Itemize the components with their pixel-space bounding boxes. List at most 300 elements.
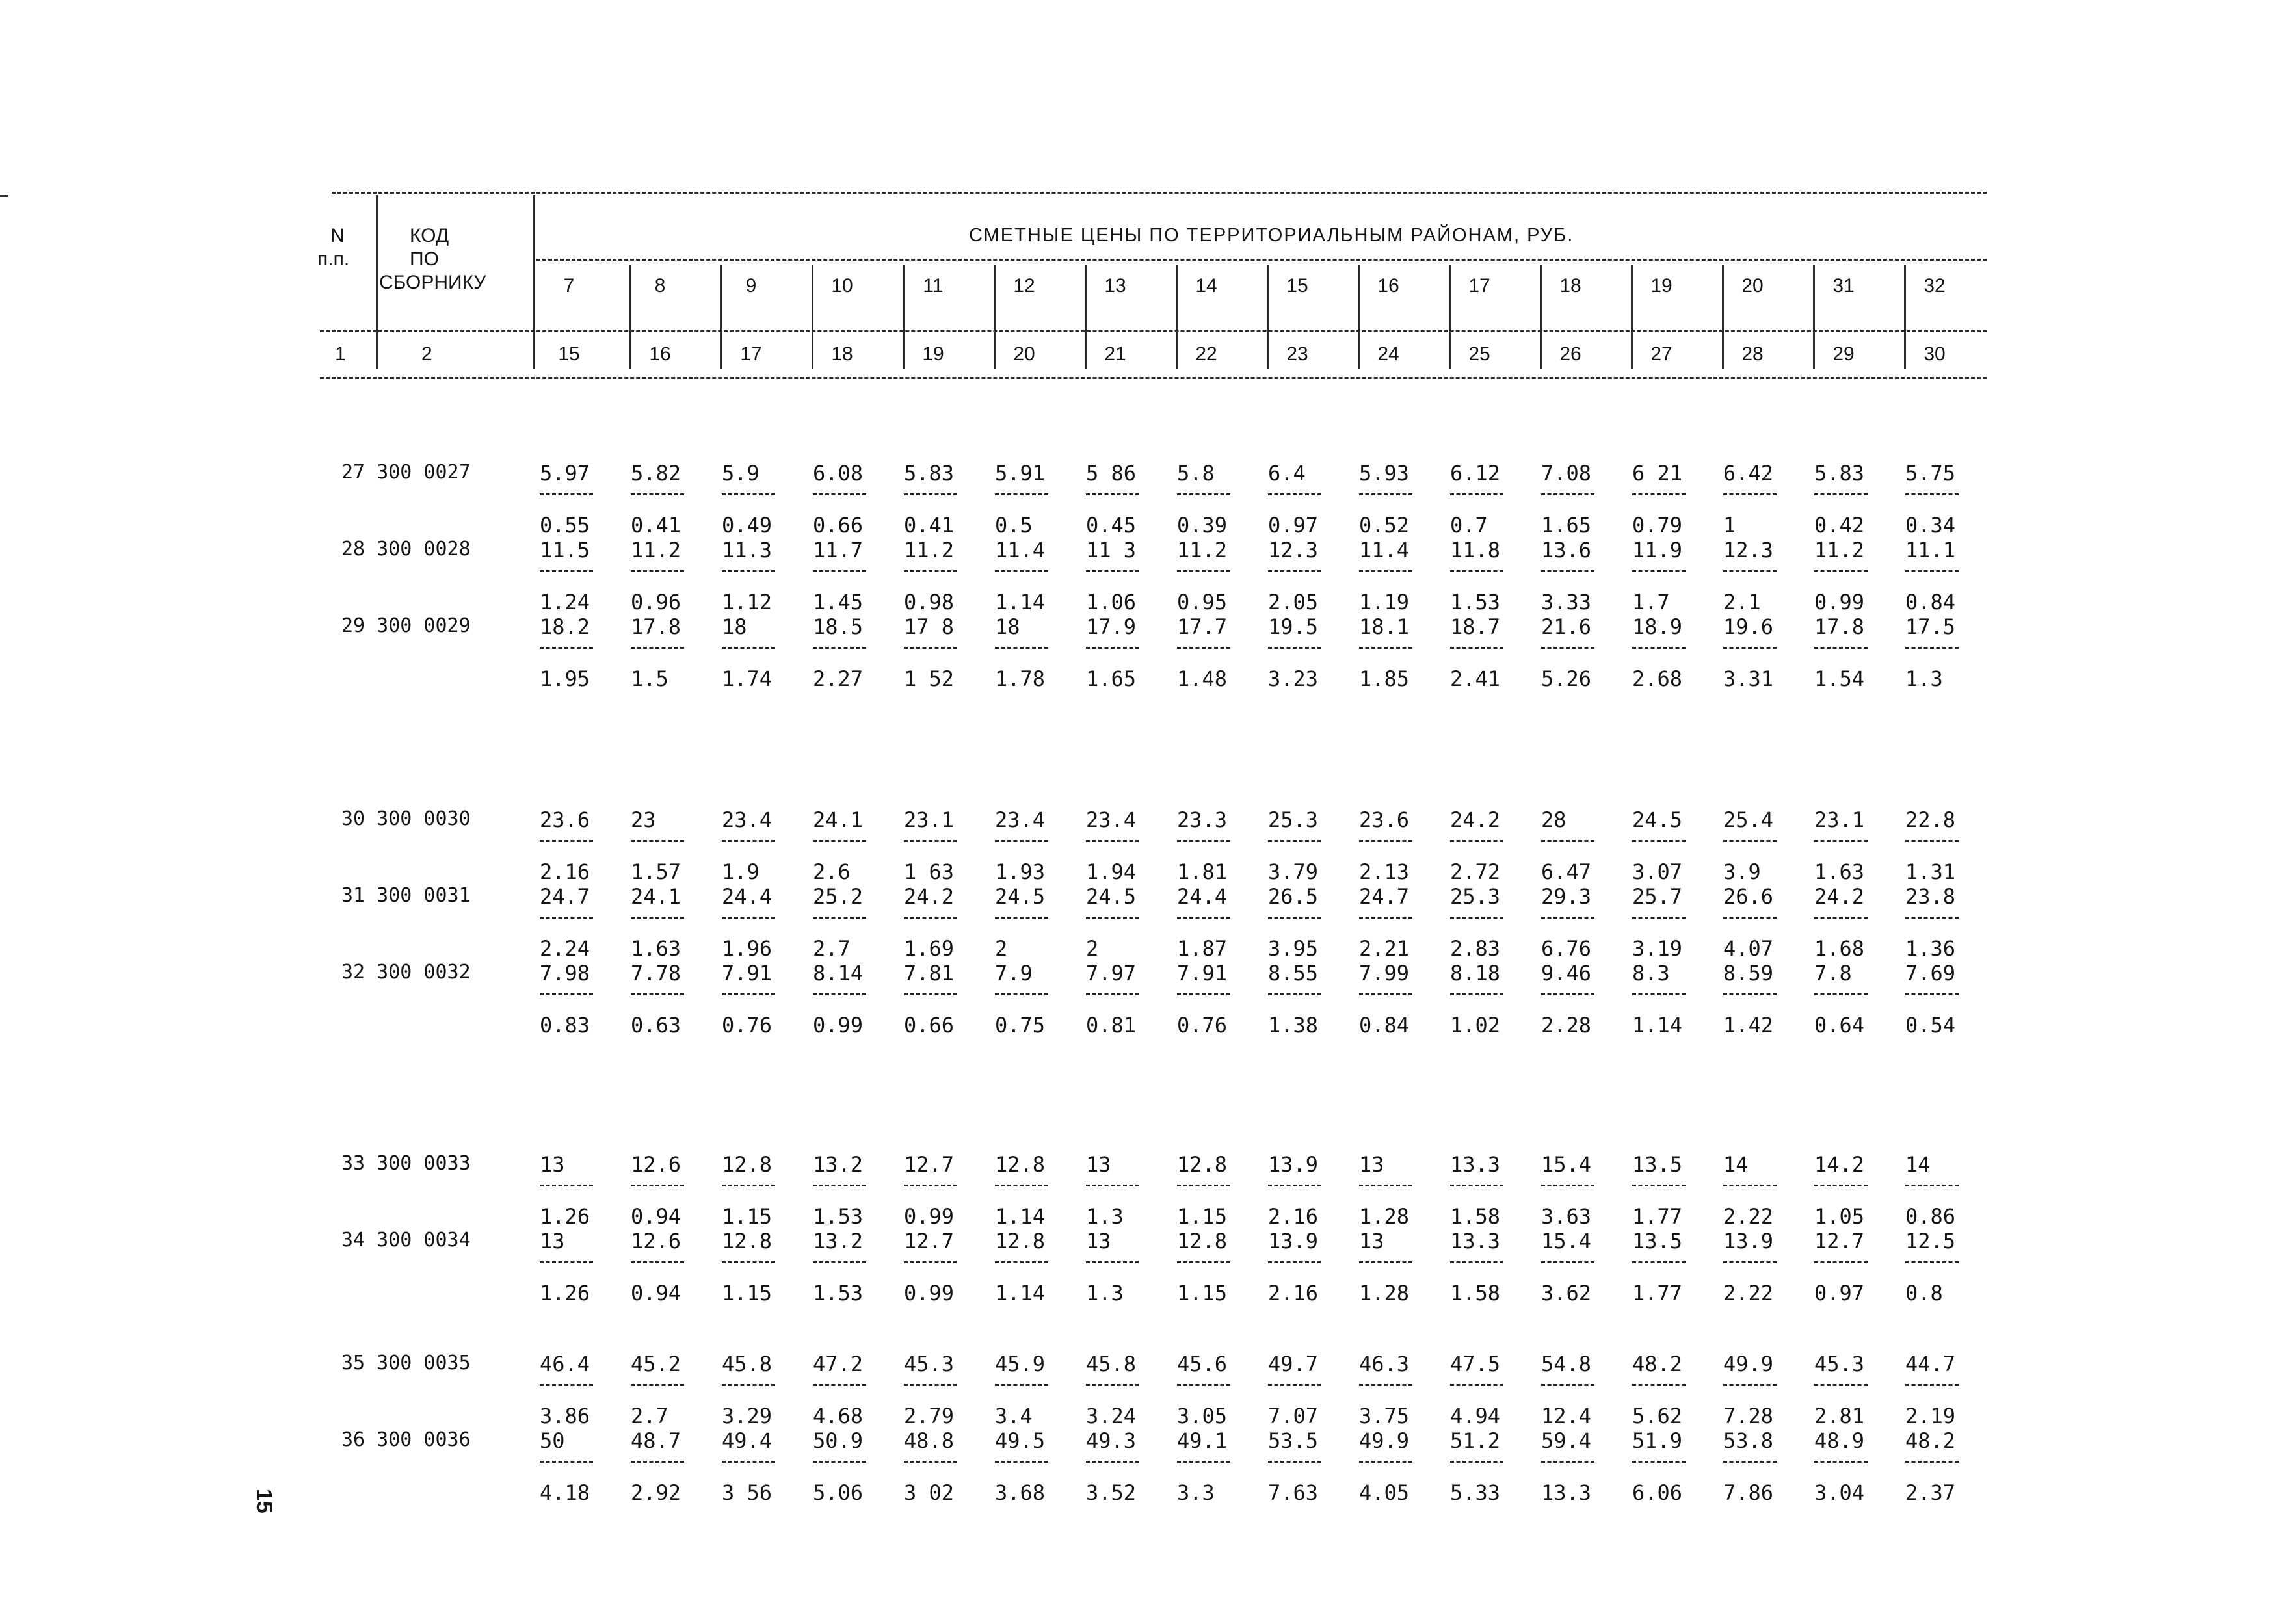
price-denominator: 0.52 bbox=[1359, 513, 1410, 538]
fraction-line bbox=[904, 993, 957, 995]
price-numerator: 51.9 bbox=[1632, 1428, 1683, 1453]
fraction-line bbox=[1814, 1384, 1868, 1386]
fraction-line bbox=[1723, 493, 1777, 495]
price-numerator: 12.8 bbox=[1177, 1229, 1228, 1253]
fraction-line bbox=[1905, 917, 1959, 919]
fraction-line bbox=[1723, 993, 1777, 995]
price-denominator: 3.63 bbox=[1541, 1204, 1592, 1229]
price-numerator: 7.8 bbox=[1814, 961, 1852, 986]
price-numerator: 6 21 bbox=[1632, 461, 1683, 486]
price-denominator: 4.07 bbox=[1723, 936, 1774, 961]
price-denominator: 1.53 bbox=[813, 1281, 864, 1305]
price-denominator: 3.04 bbox=[1814, 1480, 1865, 1505]
price-numerator: 12.7 bbox=[1814, 1229, 1865, 1253]
price-numerator: 7.9 bbox=[995, 961, 1033, 986]
header-col-separator bbox=[1449, 265, 1451, 369]
header-region-14: 14 bbox=[1195, 275, 1217, 296]
fraction-line bbox=[1541, 840, 1594, 842]
price-denominator: 3.9 bbox=[1723, 859, 1761, 884]
fraction-line bbox=[904, 1185, 957, 1186]
price-numerator: 15.4 bbox=[1541, 1152, 1592, 1177]
header-region-32: 32 bbox=[1923, 275, 1946, 296]
row-code-label: 34 300 0034 bbox=[341, 1229, 471, 1251]
fraction-line bbox=[631, 1461, 684, 1463]
price-denominator: 1.77 bbox=[1632, 1281, 1683, 1305]
row-code-label: 29 300 0029 bbox=[341, 614, 471, 637]
price-denominator: 0.42 bbox=[1814, 513, 1865, 538]
price-denominator: 1.57 bbox=[631, 859, 681, 884]
price-numerator: 46.3 bbox=[1359, 1352, 1410, 1376]
price-denominator: 0.86 bbox=[1905, 1204, 1956, 1229]
price-denominator: 2.7 bbox=[631, 1404, 668, 1428]
price-numerator: 7.69 bbox=[1905, 961, 1956, 986]
fraction-line bbox=[1814, 840, 1868, 842]
price-denominator: 1.65 bbox=[1541, 513, 1592, 538]
fraction-line bbox=[1450, 1384, 1503, 1386]
price-numerator: 24.4 bbox=[722, 884, 773, 909]
price-numerator: 11.2 bbox=[631, 538, 681, 562]
price-denominator: 1.63 bbox=[631, 936, 681, 961]
header-colnum: 22 bbox=[1195, 343, 1217, 365]
header-col-kod: КОД bbox=[410, 225, 449, 246]
price-denominator: 1.7 bbox=[1632, 590, 1670, 614]
price-denominator: 4.94 bbox=[1450, 1404, 1501, 1428]
fraction-line bbox=[995, 1185, 1048, 1186]
header-colnum: 16 bbox=[649, 343, 671, 365]
price-numerator: 12.8 bbox=[995, 1152, 1046, 1177]
fraction-line bbox=[1177, 1384, 1230, 1386]
price-numerator: 18.7 bbox=[1450, 614, 1501, 639]
header-region-16: 16 bbox=[1377, 275, 1399, 296]
price-denominator: 1.58 bbox=[1450, 1204, 1501, 1229]
price-denominator: 2.24 bbox=[540, 936, 590, 961]
price-numerator: 13 bbox=[1359, 1152, 1384, 1177]
fraction-line bbox=[631, 570, 684, 572]
header-vsep-code bbox=[533, 195, 535, 369]
price-denominator: 1 52 bbox=[904, 666, 955, 691]
fraction-line bbox=[1359, 493, 1412, 495]
fraction-line bbox=[1632, 493, 1686, 495]
price-numerator: 5.93 bbox=[1359, 461, 1410, 486]
header-col-separator bbox=[994, 265, 996, 369]
fraction-line bbox=[1905, 1261, 1959, 1263]
fraction-line bbox=[1086, 1185, 1139, 1186]
price-numerator: 24.2 bbox=[904, 884, 955, 909]
fraction-line bbox=[1177, 1261, 1230, 1263]
header-region-12: 12 bbox=[1013, 275, 1035, 296]
price-denominator: 1.3 bbox=[1905, 666, 1943, 691]
header-col-po: ПО bbox=[410, 248, 439, 270]
fraction-line bbox=[1450, 493, 1503, 495]
fraction-line bbox=[1814, 570, 1868, 572]
price-denominator: 2 bbox=[995, 936, 1008, 961]
price-numerator: 12.5 bbox=[1905, 1229, 1956, 1253]
fraction-line bbox=[1177, 1185, 1230, 1186]
price-denominator: 1 63 bbox=[904, 859, 955, 884]
fraction-line bbox=[1086, 917, 1139, 919]
price-numerator: 48.9 bbox=[1814, 1428, 1865, 1453]
fraction-line bbox=[722, 917, 775, 919]
row-code-label: 31 300 0031 bbox=[341, 884, 471, 907]
fraction-line bbox=[1177, 917, 1230, 919]
fraction-line bbox=[1541, 647, 1594, 649]
price-numerator: 5.9 bbox=[722, 461, 760, 486]
row-code-label: 30 300 0030 bbox=[341, 807, 471, 830]
price-denominator: 0.76 bbox=[1177, 1013, 1228, 1038]
fraction-line bbox=[1086, 493, 1139, 495]
fraction-line bbox=[1359, 917, 1412, 919]
price-denominator: 2.13 bbox=[1359, 859, 1410, 884]
fraction-line bbox=[995, 1461, 1048, 1463]
price-numerator: 7.91 bbox=[722, 961, 773, 986]
price-denominator: 1.53 bbox=[813, 1204, 864, 1229]
price-denominator: 0.41 bbox=[631, 513, 681, 538]
price-denominator: 0.97 bbox=[1268, 513, 1319, 538]
fraction-line bbox=[1814, 1461, 1868, 1463]
price-denominator: 12.4 bbox=[1541, 1404, 1592, 1428]
price-numerator: 13 bbox=[540, 1229, 565, 1253]
price-denominator: 0.99 bbox=[904, 1204, 955, 1229]
price-numerator: 29.3 bbox=[1541, 884, 1592, 909]
price-denominator: 1.15 bbox=[1177, 1281, 1228, 1305]
price-numerator: 21.6 bbox=[1541, 614, 1592, 639]
price-numerator: 45.8 bbox=[722, 1352, 773, 1376]
price-numerator: 15.4 bbox=[1541, 1229, 1592, 1253]
price-numerator: 23.4 bbox=[995, 807, 1046, 832]
fraction-line bbox=[813, 993, 866, 995]
price-denominator: 2.81 bbox=[1814, 1404, 1865, 1428]
price-denominator: 0.97 bbox=[1814, 1281, 1865, 1305]
price-denominator: 0.63 bbox=[631, 1013, 681, 1038]
price-denominator: 0.54 bbox=[1905, 1013, 1956, 1038]
page-number: 15 bbox=[252, 1489, 276, 1513]
price-denominator: 1.93 bbox=[995, 859, 1046, 884]
fraction-line bbox=[540, 993, 593, 995]
price-denominator: 1.85 bbox=[1359, 666, 1410, 691]
price-denominator: 1.12 bbox=[722, 590, 773, 614]
fraction-line bbox=[1359, 1261, 1412, 1263]
price-numerator: 24.7 bbox=[540, 884, 590, 909]
price-denominator: 1.28 bbox=[1359, 1281, 1410, 1305]
fraction-line bbox=[722, 647, 775, 649]
price-denominator: 1.53 bbox=[1450, 590, 1501, 614]
price-numerator: 13.3 bbox=[1450, 1229, 1501, 1253]
row-code-label: 27 300 0027 bbox=[341, 461, 471, 484]
fraction-line bbox=[904, 1461, 957, 1463]
price-numerator: 12.7 bbox=[904, 1152, 955, 1177]
price-numerator: 13.3 bbox=[1450, 1152, 1501, 1177]
price-numerator: 8.18 bbox=[1450, 961, 1501, 986]
stray-mark bbox=[0, 195, 8, 197]
fraction-line bbox=[1632, 917, 1686, 919]
price-denominator: 2.6 bbox=[813, 859, 851, 884]
price-numerator: 24.7 bbox=[1359, 884, 1410, 909]
fraction-line bbox=[1268, 993, 1321, 995]
price-numerator: 45.3 bbox=[904, 1352, 955, 1376]
price-denominator: 0.8 bbox=[1905, 1281, 1943, 1305]
price-numerator: 49.7 bbox=[1268, 1352, 1319, 1376]
fraction-line bbox=[1177, 993, 1230, 995]
fraction-line bbox=[1450, 1461, 1503, 1463]
price-numerator: 7.91 bbox=[1177, 961, 1228, 986]
fraction-line bbox=[813, 647, 866, 649]
price-numerator: 17.5 bbox=[1905, 614, 1956, 639]
price-denominator: 1.9 bbox=[722, 859, 760, 884]
price-numerator: 48.8 bbox=[904, 1428, 955, 1453]
price-numerator: 13 bbox=[1359, 1229, 1384, 1253]
price-denominator: 0.84 bbox=[1359, 1013, 1410, 1038]
price-numerator: 7.97 bbox=[1086, 961, 1137, 986]
fraction-line bbox=[1450, 993, 1503, 995]
price-denominator: 3.4 bbox=[995, 1404, 1033, 1428]
fraction-line bbox=[1905, 1185, 1959, 1186]
price-denominator: 2.05 bbox=[1268, 590, 1319, 614]
price-numerator: 23.4 bbox=[1086, 807, 1137, 832]
price-numerator: 18.2 bbox=[540, 614, 590, 639]
price-numerator: 49.1 bbox=[1177, 1428, 1228, 1453]
price-denominator: 6.76 bbox=[1541, 936, 1592, 961]
price-denominator: 0.55 bbox=[540, 513, 590, 538]
fraction-line bbox=[1177, 1461, 1230, 1463]
header-col-separator bbox=[1176, 265, 1178, 369]
price-numerator: 48.2 bbox=[1905, 1428, 1956, 1453]
fraction-line bbox=[722, 1261, 775, 1263]
price-numerator: 17 8 bbox=[904, 614, 955, 639]
price-denominator: 1.26 bbox=[540, 1281, 590, 1305]
header-col-pp: п.п. bbox=[317, 248, 350, 270]
fraction-line bbox=[631, 1384, 684, 1386]
price-denominator: 5.26 bbox=[1541, 666, 1592, 691]
fraction-line bbox=[1632, 647, 1686, 649]
price-denominator: 0.66 bbox=[904, 1013, 955, 1038]
price-numerator: 8.14 bbox=[813, 961, 864, 986]
price-denominator: 1.3 bbox=[1086, 1281, 1124, 1305]
price-denominator: 0.81 bbox=[1086, 1013, 1137, 1038]
fraction-line bbox=[1541, 917, 1594, 919]
price-denominator: 3.07 bbox=[1632, 859, 1683, 884]
price-numerator: 28 bbox=[1541, 807, 1567, 832]
fraction-line bbox=[1723, 840, 1777, 842]
price-numerator: 13 bbox=[1086, 1152, 1111, 1177]
price-numerator: 23.8 bbox=[1905, 884, 1956, 909]
price-numerator: 5.83 bbox=[904, 461, 955, 486]
price-denominator: 3 56 bbox=[722, 1480, 773, 1505]
fraction-line bbox=[1541, 570, 1594, 572]
fraction-line bbox=[1632, 1384, 1686, 1386]
price-numerator: 14.2 bbox=[1814, 1152, 1865, 1177]
price-denominator: 3.23 bbox=[1268, 666, 1319, 691]
price-numerator: 18 bbox=[995, 614, 1020, 639]
price-denominator: 3.24 bbox=[1086, 1404, 1137, 1428]
header-vsep-left bbox=[376, 195, 378, 369]
header-colnum: 23 bbox=[1286, 343, 1308, 365]
fraction-line bbox=[813, 1185, 866, 1186]
fraction-line bbox=[540, 917, 593, 919]
fraction-line bbox=[1905, 993, 1959, 995]
fraction-line bbox=[995, 1384, 1048, 1386]
price-numerator: 11 3 bbox=[1086, 538, 1137, 562]
price-numerator: 8.59 bbox=[1723, 961, 1774, 986]
price-numerator: 5.8 bbox=[1177, 461, 1215, 486]
fraction-line bbox=[1814, 917, 1868, 919]
price-denominator: 0.98 bbox=[904, 590, 955, 614]
price-denominator: 6.47 bbox=[1541, 859, 1592, 884]
price-numerator: 19.6 bbox=[1723, 614, 1774, 639]
price-numerator: 44.7 bbox=[1905, 1352, 1956, 1376]
price-denominator: 1.74 bbox=[722, 666, 773, 691]
fraction-line bbox=[1723, 647, 1777, 649]
fraction-line bbox=[1086, 647, 1139, 649]
fraction-line bbox=[1723, 1261, 1777, 1263]
price-denominator: 1.69 bbox=[904, 936, 955, 961]
price-numerator: 6.42 bbox=[1723, 461, 1774, 486]
price-numerator: 11.5 bbox=[540, 538, 590, 562]
fraction-line bbox=[904, 1261, 957, 1263]
price-denominator: 3.19 bbox=[1632, 936, 1683, 961]
price-numerator: 13.6 bbox=[1541, 538, 1592, 562]
header-col-sbornik: СБОРНИКУ bbox=[379, 272, 486, 293]
price-denominator: 1.63 bbox=[1814, 859, 1865, 884]
price-numerator: 17.8 bbox=[1814, 614, 1865, 639]
price-numerator: 24.5 bbox=[995, 884, 1046, 909]
price-denominator: 1.19 bbox=[1359, 590, 1410, 614]
price-denominator: 0.79 bbox=[1632, 513, 1683, 538]
header-top-rule bbox=[332, 192, 1987, 194]
price-numerator: 13.5 bbox=[1632, 1152, 1683, 1177]
fraction-line bbox=[1177, 840, 1230, 842]
price-denominator: 0.34 bbox=[1905, 513, 1956, 538]
price-denominator: 3.86 bbox=[540, 1404, 590, 1428]
fraction-line bbox=[995, 493, 1048, 495]
fraction-line bbox=[631, 917, 684, 919]
price-numerator: 7.78 bbox=[631, 961, 681, 986]
price-denominator: 3.3 bbox=[1177, 1480, 1215, 1505]
price-denominator: 2.79 bbox=[904, 1404, 955, 1428]
fraction-line bbox=[1268, 840, 1321, 842]
fraction-line bbox=[1359, 840, 1412, 842]
fraction-line bbox=[1905, 1461, 1959, 1463]
price-numerator: 59.4 bbox=[1541, 1428, 1592, 1453]
fraction-line bbox=[995, 1261, 1048, 1263]
price-denominator: 2.28 bbox=[1541, 1013, 1592, 1038]
fraction-line bbox=[1723, 570, 1777, 572]
fraction-line bbox=[631, 840, 684, 842]
header-colnum: 17 bbox=[740, 343, 762, 365]
price-numerator: 25.2 bbox=[813, 884, 864, 909]
price-numerator: 6.4 bbox=[1268, 461, 1306, 486]
fraction-line bbox=[1450, 917, 1503, 919]
fraction-line bbox=[1450, 647, 1503, 649]
row-code-label: 28 300 0028 bbox=[341, 538, 471, 560]
price-denominator: 1.95 bbox=[540, 666, 590, 691]
price-denominator: 3.68 bbox=[995, 1480, 1046, 1505]
price-denominator: 4.18 bbox=[540, 1480, 590, 1505]
fraction-line bbox=[1450, 840, 1503, 842]
price-denominator: 2.72 bbox=[1450, 859, 1501, 884]
price-numerator: 24.1 bbox=[813, 807, 864, 832]
fraction-line bbox=[1268, 1461, 1321, 1463]
price-numerator: 12.3 bbox=[1268, 538, 1319, 562]
price-numerator: 46.4 bbox=[540, 1352, 590, 1376]
price-denominator: 5.33 bbox=[1450, 1480, 1501, 1505]
header-col-separator bbox=[1540, 265, 1542, 369]
price-numerator: 23.6 bbox=[1359, 807, 1410, 832]
price-denominator: 1.36 bbox=[1905, 936, 1956, 961]
header-col-separator bbox=[1631, 265, 1633, 369]
price-numerator: 12.8 bbox=[1177, 1152, 1228, 1177]
price-denominator: 1.65 bbox=[1086, 666, 1137, 691]
price-numerator: 23.3 bbox=[1177, 807, 1228, 832]
header-col-separator bbox=[1267, 265, 1269, 369]
price-denominator: 3.05 bbox=[1177, 1404, 1228, 1428]
price-numerator: 45.3 bbox=[1814, 1352, 1865, 1376]
fraction-line bbox=[1632, 840, 1686, 842]
fraction-line bbox=[1541, 1185, 1594, 1186]
price-denominator: 5.62 bbox=[1632, 1404, 1683, 1428]
fraction-line bbox=[1086, 570, 1139, 572]
header-region-18: 18 bbox=[1559, 275, 1581, 296]
price-denominator: 7.28 bbox=[1723, 1404, 1774, 1428]
price-numerator: 13 bbox=[540, 1152, 565, 1177]
price-numerator: 7.99 bbox=[1359, 961, 1410, 986]
fraction-line bbox=[995, 647, 1048, 649]
price-denominator: 2.92 bbox=[631, 1480, 681, 1505]
price-numerator: 5.97 bbox=[540, 461, 590, 486]
price-numerator: 11.2 bbox=[1814, 538, 1865, 562]
price-denominator: 1.02 bbox=[1450, 1013, 1501, 1038]
header-region-8: 8 bbox=[654, 275, 666, 296]
fraction-line bbox=[722, 840, 775, 842]
fraction-line bbox=[1359, 1384, 1412, 1386]
fraction-line bbox=[722, 1384, 775, 1386]
price-denominator: 2.21 bbox=[1359, 936, 1410, 961]
price-numerator: 24.5 bbox=[1086, 884, 1137, 909]
fraction-line bbox=[1905, 647, 1959, 649]
fraction-line bbox=[1086, 993, 1139, 995]
price-numerator: 14 bbox=[1905, 1152, 1931, 1177]
price-denominator: 3.75 bbox=[1359, 1404, 1410, 1428]
price-numerator: 13.9 bbox=[1268, 1229, 1319, 1253]
price-numerator: 11.7 bbox=[813, 538, 864, 562]
price-numerator: 23.1 bbox=[1814, 807, 1865, 832]
price-numerator: 23.6 bbox=[540, 807, 590, 832]
fraction-line bbox=[904, 1384, 957, 1386]
price-denominator: 2.83 bbox=[1450, 936, 1501, 961]
price-denominator: 1.5 bbox=[631, 666, 668, 691]
price-numerator: 48.7 bbox=[631, 1428, 681, 1453]
price-denominator: 3.79 bbox=[1268, 859, 1319, 884]
price-denominator: 4.05 bbox=[1359, 1480, 1410, 1505]
price-denominator: 0.7 bbox=[1450, 513, 1488, 538]
row-code-label: 32 300 0032 bbox=[341, 961, 471, 984]
price-numerator: 45.8 bbox=[1086, 1352, 1137, 1376]
price-denominator: 1.24 bbox=[540, 590, 590, 614]
price-numerator: 12.7 bbox=[904, 1229, 955, 1253]
fraction-line bbox=[540, 1185, 593, 1186]
price-numerator: 23.1 bbox=[904, 807, 955, 832]
price-numerator: 5 86 bbox=[1086, 461, 1137, 486]
fraction-line bbox=[1905, 840, 1959, 842]
price-numerator: 18.1 bbox=[1359, 614, 1410, 639]
price-denominator: 2.1 bbox=[1723, 590, 1761, 614]
price-denominator: 1.26 bbox=[540, 1204, 590, 1229]
header-region-13: 13 bbox=[1104, 275, 1126, 296]
price-numerator: 22.8 bbox=[1905, 807, 1956, 832]
price-numerator: 25.4 bbox=[1723, 807, 1774, 832]
price-numerator: 12.8 bbox=[995, 1229, 1046, 1253]
price-numerator: 24.2 bbox=[1814, 884, 1865, 909]
header-colnum: 18 bbox=[831, 343, 853, 365]
